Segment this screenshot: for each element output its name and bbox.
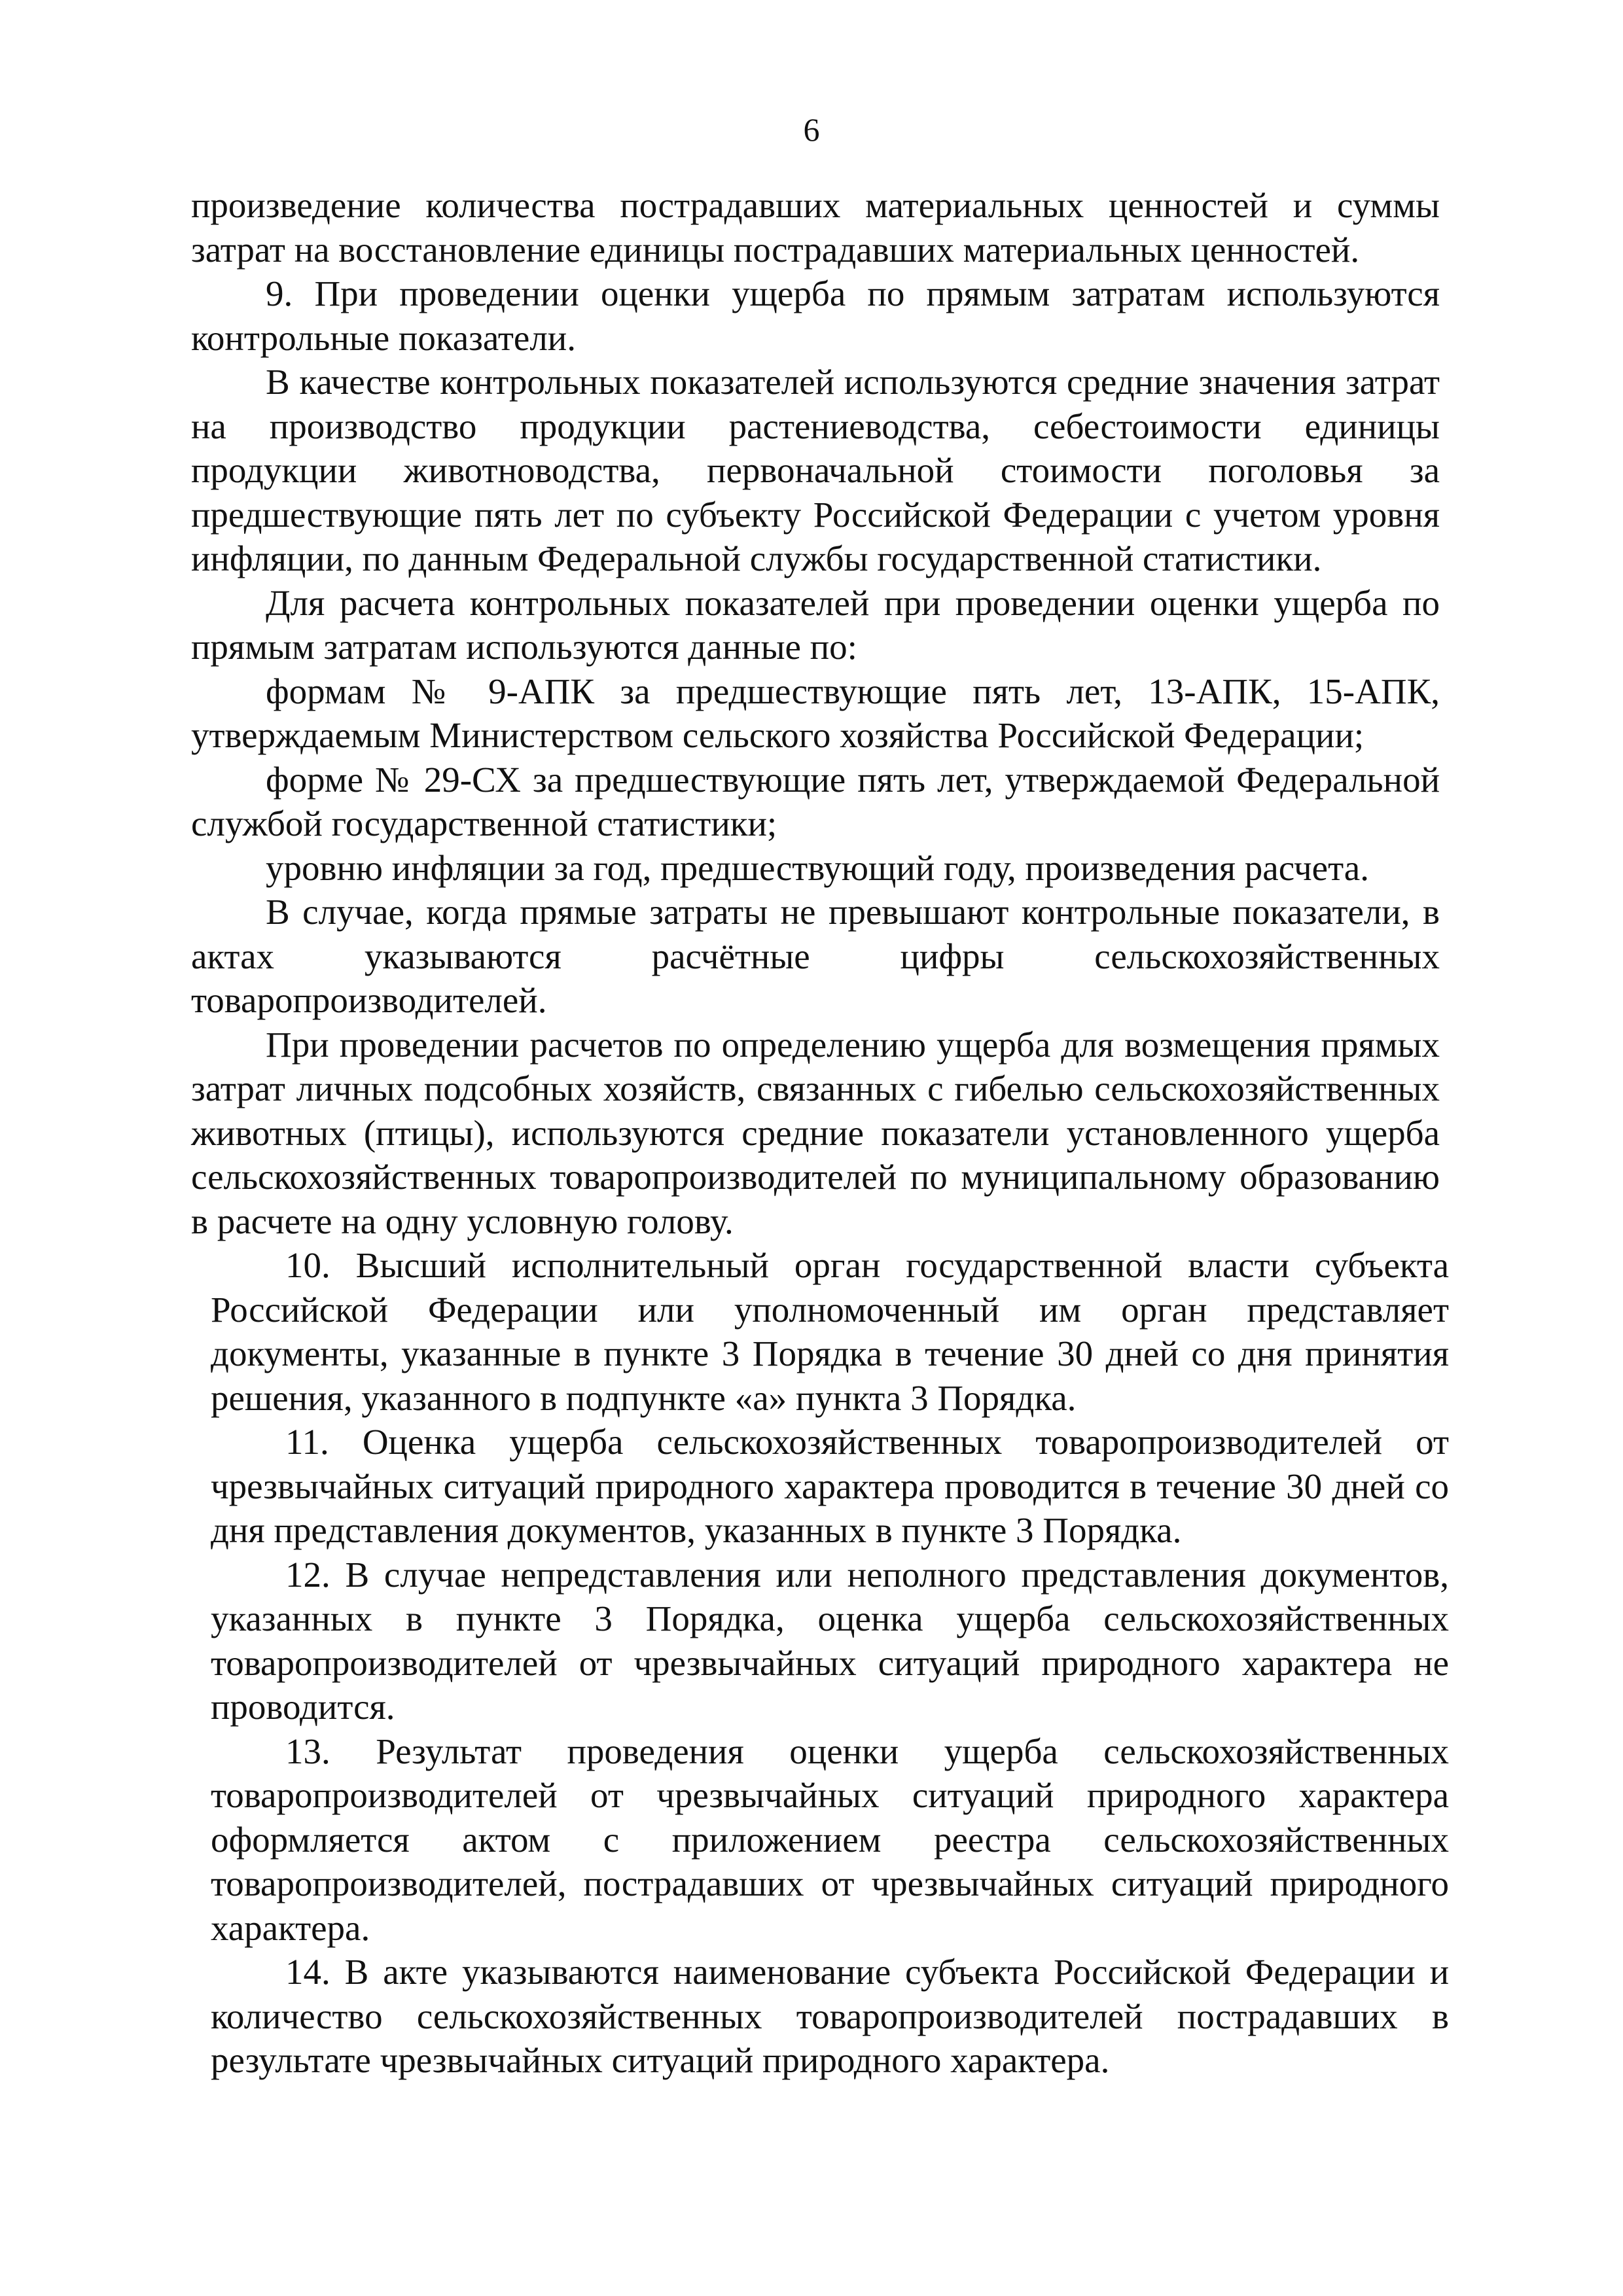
paragraph-item-9: 9. При проведении оценки ущерба по прямым затратам используются контрольные показатели. — [191, 274, 1440, 358]
paragraph-household-plots: При проведении расчетов по определению ущерба для возмещения прямых затрат личных подсобных хозяйств, связанных с гибелью сельскохозяйственных животных (птицы), используются средние показатели установленного ущерба сельскохозяйственных товаропроизводителей по муниципальному образованию в расчете на одну условную голову. — [191, 1024, 1440, 1241]
paragraph-item-13: 13. Результат проведения оценки ущерба сельскохозяйственных товаропроизводителей от чрезвычайных ситуаций природного характера оформляется актом с приложением реестра сельскохозяйственных товаропроизводителей, пострадавших от чрезвычайных ситуаций природного характера. — [211, 1731, 1449, 1948]
paragraph-data-sources: Для расчета контрольных показателей при проведении оценки ущерба по прямым затратам используются данные по: — [191, 582, 1440, 667]
paragraph-form-29-sh: форме № 29-СХ за предшествующие пять лет, утверждаемой Федеральной службой государственной статистики; — [191, 759, 1440, 843]
paragraph-item-14: 14. В акте указываются наименование субъекта Российской Федерации и количество сельскохозяйственных товаропроизводителей пострадавших в результате чрезвычайных ситуаций природного характера. — [211, 1952, 1449, 2080]
paragraph-control-indicators: В качестве контрольных показателей используются средние значения затрат на производство продукции растениеводства, себестоимости единицы продукции животноводства, первоначальной стоимости поголовья за предшествующие пять лет по субъекту Российской Федерации с учетом уровня инфляции, по данным Федеральной службы государственной статистики. — [191, 362, 1440, 578]
paragraph-item-11: 11. Оценка ущерба сельскохозяйственных товаропроизводителей от чрезвычайных ситуаций природного характера проводится в течение 30 дней со дня представления документов, указанных в пункте 3 Порядка. — [211, 1422, 1449, 1550]
paragraph-continuation: произведение количества пострадавших материальных ценностей и суммы затрат на восстановление единицы пострадавших материальных ценностей. — [191, 185, 1440, 270]
paragraph-form-9-apk: формам № 9-АПК за предшествующие пять лет, 13-АПК, 15-АПК, утверждаемым Министерством сельского хозяйства Российской Федерации; — [191, 671, 1440, 755]
page-number: 6 — [803, 111, 820, 148]
document-body — [191, 183, 1449, 2083]
paragraph-item-10: 10. Высший исполнительный орган государственной власти субъекта Российской Федерации или уполномоченный им орган представляет документы, указанные в пункте 3 Порядка в течение 30 дней со дня принятия решения, указанного в подпункте «а» пункта 3 Порядка. — [211, 1245, 1449, 1418]
paragraph-item-12: 12. В случае непредставления или неполного представления документов, указанных в пункте 3 Порядка, оценка ущерба сельскохозяйственных товаропроизводителей от чрезвычайных ситуаций природного характера не проводится. — [211, 1554, 1449, 1727]
paragraph-inflation: уровню инфляции за год, предшествующий году, произведения расчета. — [266, 847, 1369, 888]
paragraph-direct-costs: В случае, когда прямые затраты не превышают контрольные показатели, в актах указываются расчётные цифры сельскохозяйственных товаропроизводителей. — [191, 892, 1440, 1020]
